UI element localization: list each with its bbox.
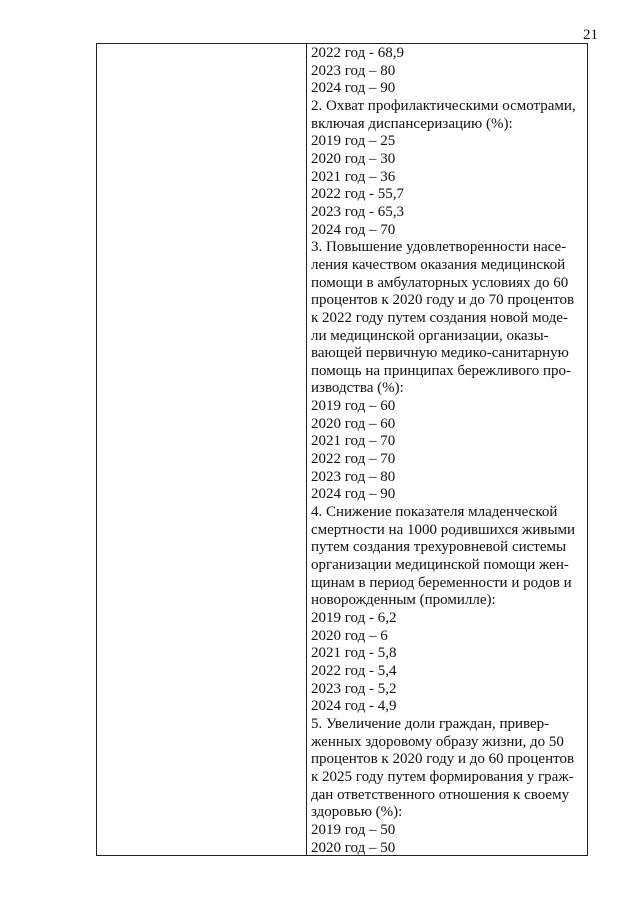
text-line: 2022 год - 5,4 xyxy=(311,662,397,679)
text-line: женных здоровому образу жизни, до 50 xyxy=(311,733,564,750)
text-line: 2020 год – 30 xyxy=(311,150,396,167)
text-line: 2024 год – 90 xyxy=(311,80,396,97)
text-line: 4. Снижение показателя младенческой xyxy=(311,504,558,521)
text-line: 2021 год – 70 xyxy=(311,433,396,450)
text-line: 2023 год - 65,3 xyxy=(311,203,404,220)
text-line: 2023 год – 80 xyxy=(311,468,396,485)
text-line: 2022 год - 68,9 xyxy=(311,45,404,61)
text-line: 2019 год – 60 xyxy=(311,398,396,415)
table-right-cell xyxy=(307,44,587,855)
text-line: здоровью (%): xyxy=(311,804,403,821)
text-line: 2021 год - 5,8 xyxy=(311,645,397,662)
text-line: щинам в период беременности и родов и xyxy=(311,574,572,591)
text-line: ли медицинской организации, оказы- xyxy=(311,327,549,344)
text-line: 2024 год – 90 xyxy=(311,486,396,503)
text-line: 2024 год - 4,9 xyxy=(311,698,397,715)
text-line: к 2022 году путем создания новой моде- xyxy=(311,309,568,326)
text-line: 2024 год – 70 xyxy=(311,221,396,238)
text-line: ления качеством оказания медицинской xyxy=(311,256,566,273)
text-line: к 2025 году путем формирования у граж- xyxy=(311,768,574,785)
indicators-table xyxy=(96,43,588,856)
text-line: 2019 год – 25 xyxy=(311,133,396,150)
text-line: включая диспансеризацию (%): xyxy=(311,115,513,132)
text-line: 2. Охват профилактическими осмотрами, xyxy=(311,97,576,114)
table-left-cell xyxy=(97,44,307,855)
text-line: организации медицинской помощи жен- xyxy=(311,557,569,574)
text-line: 3. Повышение удовлетворенности насе- xyxy=(311,239,567,256)
text-line: 2020 год – 50 xyxy=(311,839,396,856)
text-line: 2022 год - 55,7 xyxy=(311,186,404,203)
text-line: 2020 год – 6 xyxy=(311,627,388,644)
text-line: изводства (%): xyxy=(311,380,404,397)
text-line: дан ответственного отношения к своему xyxy=(311,786,570,803)
text-line: 2019 год – 50 xyxy=(311,821,396,838)
text-line: помощи в амбулаторных условиях до 60 xyxy=(311,274,569,291)
text-line: процентов к 2020 году и до 70 процентов xyxy=(311,292,575,309)
text-line: 2022 год – 70 xyxy=(311,451,396,468)
text-line: 2023 год - 5,2 xyxy=(311,680,397,697)
text-line: 2020 год – 60 xyxy=(311,415,396,432)
text-line: 2019 год - 6,2 xyxy=(311,610,397,626)
page-number: 21 xyxy=(583,27,598,43)
text-line: процентов к 2020 году и до 60 процентов xyxy=(311,751,575,768)
text-line: 2021 год – 36 xyxy=(311,168,396,185)
text-line: 5. Увеличение доли граждан, привер- xyxy=(311,715,550,732)
text-line: помощь на принципах бережливого про- xyxy=(311,362,572,379)
text-line: вающей первичную медико-санитарную xyxy=(311,345,569,362)
text-line: путем создания трехуровневой системы xyxy=(311,539,567,556)
text-line: 2023 год – 80 xyxy=(311,62,396,79)
text-line: новорожденным (промилле): xyxy=(311,592,496,609)
text-line: смертности на 1000 родившихся живыми xyxy=(311,521,576,538)
